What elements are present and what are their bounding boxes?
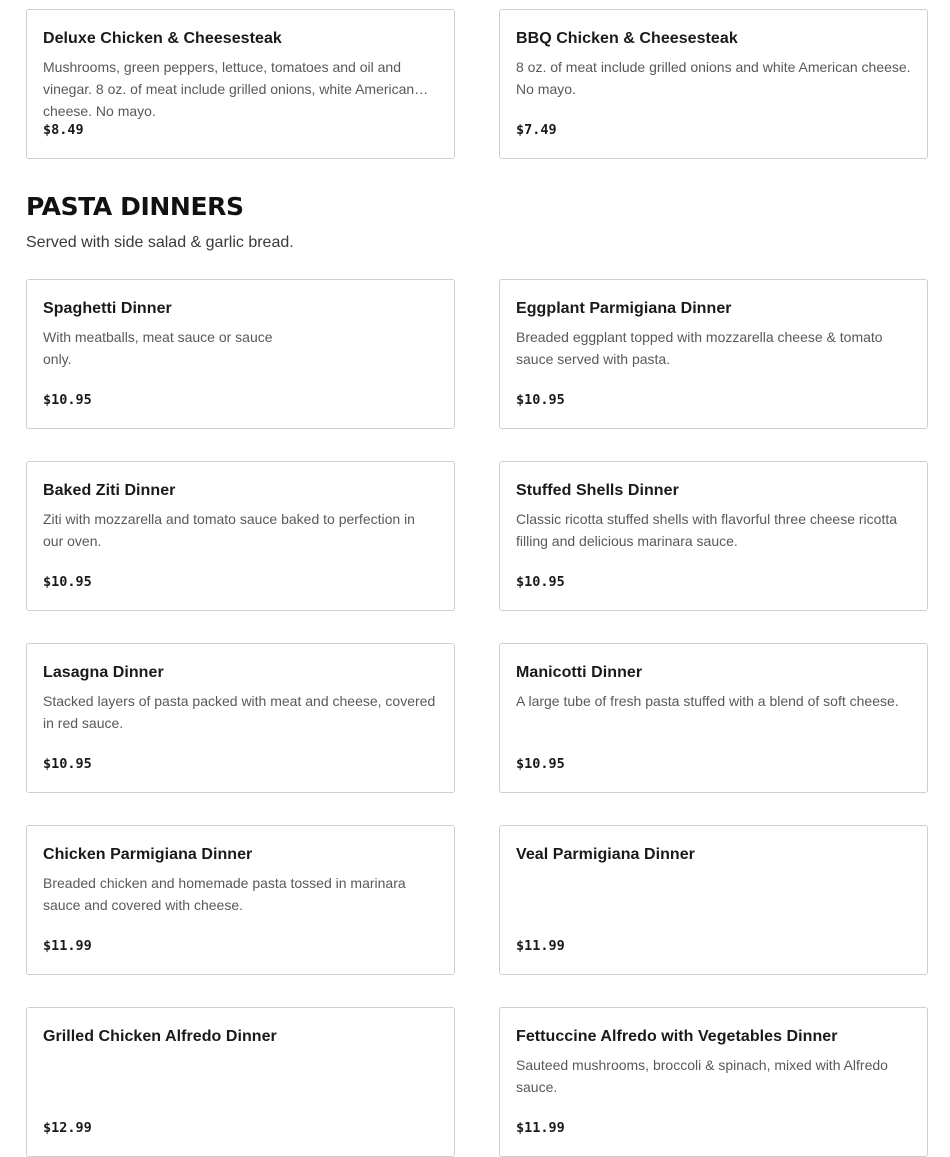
menu-item-price: $10.95: [516, 574, 565, 590]
menu-item-name: Manicotti Dinner: [516, 664, 643, 681]
menu-item-description: Mushrooms, green peppers, lettuce, tomatoes and oil and vinegar. 8 oz. of meat include grilled onions, white American cheese. No mayo.: [43, 59, 415, 119]
menu-item-description: Breaded chicken and homemade pasta tossed in marinara sauce and covered with cheese.: [43, 875, 406, 913]
menu-item-price: $10.95: [516, 756, 565, 772]
menu-item-description: Breaded eggplant topped with mozzarella cheese & tomato sauce served with pasta.: [516, 329, 883, 367]
menu-item-description: A large tube of fresh pasta stuffed with a blend of soft cheese.: [516, 693, 899, 709]
menu-item-description: 8 oz. of meat include grilled onions and white American cheese. No mayo.: [516, 59, 911, 97]
menu-item-card[interactable]: [26, 643, 455, 793]
menu-item-description: Classic ricotta stuffed shells with flavorful three cheese ricotta filling and delicious marinara sauce.: [516, 511, 898, 549]
section-title: PASTA DINNERS: [26, 192, 244, 221]
menu-item-name: Spaghetti Dinner: [43, 300, 172, 317]
menu-item-name: Fettuccine Alfredo with Vegetables Dinner: [516, 1028, 838, 1045]
menu-item-description: Sauteed mushrooms, broccoli & spinach, mixed with Alfredo sauce.: [516, 1057, 888, 1095]
menu-item-card[interactable]: [26, 461, 455, 611]
menu-items-grid: [26, 279, 928, 1157]
menu-item-price: $7.49: [516, 122, 557, 138]
menu-item-price: $11.99: [516, 938, 565, 954]
menu-item-name: Chicken Parmigiana Dinner: [43, 846, 253, 863]
menu-item-price: $10.95: [516, 392, 565, 408]
menu-item-description: Stacked layers of pasta packed with meat and cheese, covered in red sauce.: [43, 693, 436, 731]
menu-item-name: Deluxe Chicken & Cheesesteak: [43, 30, 282, 47]
menu-item-price: $10.95: [43, 756, 92, 772]
menu-item-name: Veal Parmigiana Dinner: [516, 846, 695, 863]
menu-item-name: Eggplant Parmigiana Dinner: [516, 300, 732, 317]
menu-item-name: BBQ Chicken & Cheesesteak: [516, 30, 738, 47]
menu-item-price: $10.95: [43, 574, 92, 590]
menu-item-price: $11.99: [516, 1120, 565, 1136]
menu-item-name: Grilled Chicken Alfredo Dinner: [43, 1028, 277, 1045]
menu-item-card[interactable]: [499, 9, 928, 159]
menu-item-price: $12.99: [43, 1120, 92, 1136]
menu-item-price: $11.99: [43, 938, 92, 954]
menu-item-card[interactable]: [499, 461, 928, 611]
menu-item-name: Stuffed Shells Dinner: [516, 482, 679, 499]
menu-item-card[interactable]: [26, 825, 455, 975]
menu-item-card[interactable]: [26, 1007, 455, 1157]
menu-section-previous-items: [26, 9, 928, 159]
menu-item-card[interactable]: [499, 279, 928, 429]
menu-item-description: Ziti with mozzarella and tomato sauce baked to perfection in our oven.: [43, 511, 415, 549]
menu-item-card[interactable]: [499, 643, 928, 793]
menu-item-name: Lasagna Dinner: [43, 664, 164, 681]
menu-item-price: $10.95: [43, 392, 92, 408]
menu-item-card[interactable]: [499, 825, 928, 975]
menu-item-price: $8.49: [43, 122, 84, 138]
menu-item-card[interactable]: [499, 1007, 928, 1157]
menu-item-card[interactable]: [26, 279, 455, 429]
menu-item-description: With meatballs, meat sauce or sauce only.: [43, 329, 273, 367]
section-subtitle: Served with side salad & garlic bread.: [26, 234, 294, 251]
menu-item-name: Baked Ziti Dinner: [43, 482, 176, 499]
menu-item-card[interactable]: [26, 9, 455, 159]
